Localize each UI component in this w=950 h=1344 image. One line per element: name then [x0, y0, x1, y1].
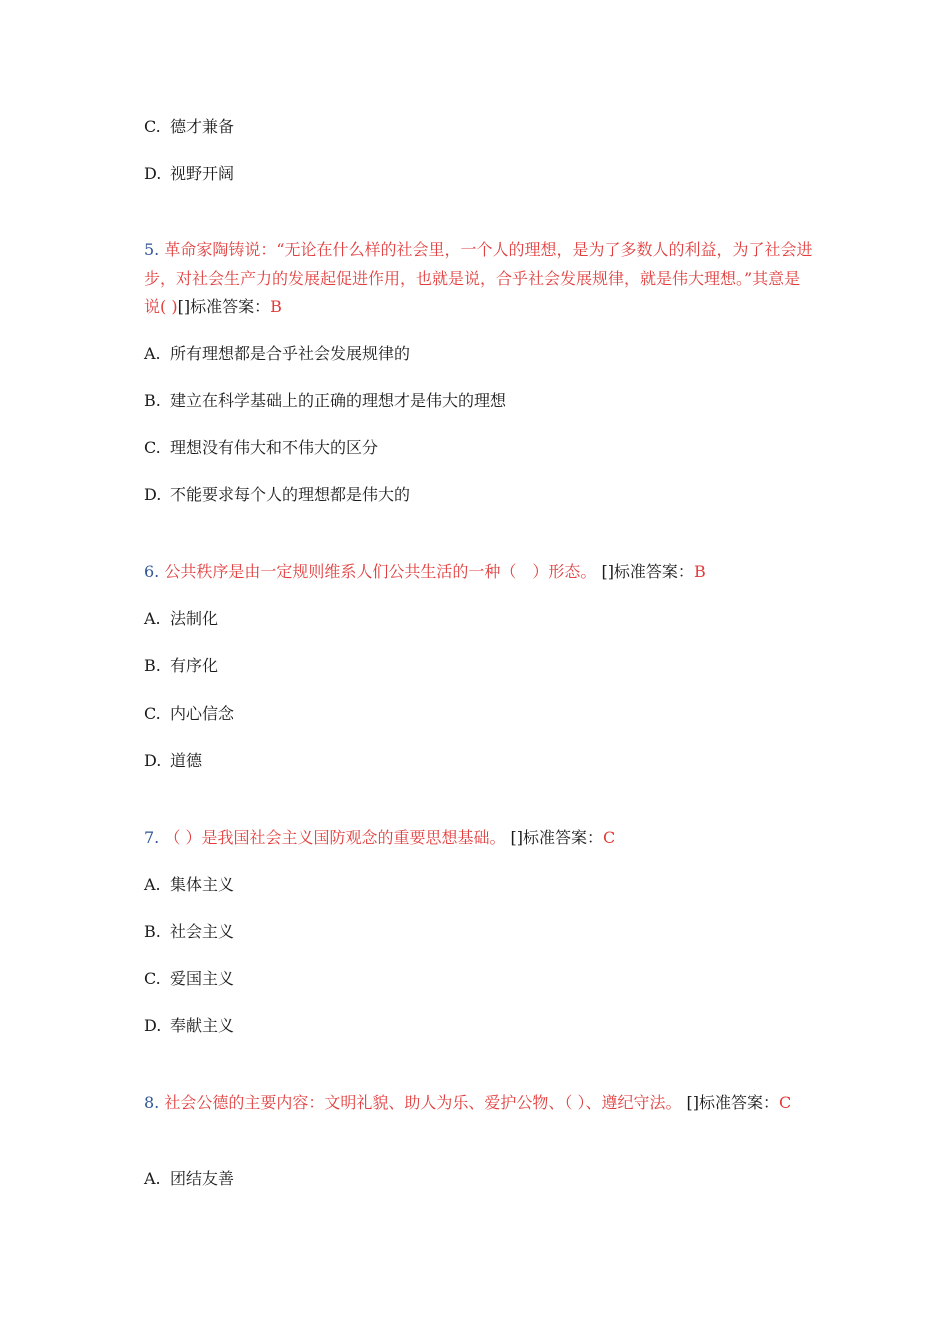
- option-text: 奉献主义: [170, 1016, 235, 1035]
- question-5-option-d: [144, 481, 814, 510]
- option-text: 社会主义: [170, 922, 235, 941]
- question-7-option-c: [144, 965, 814, 994]
- question-7-option-d: [144, 1012, 814, 1041]
- answer-value: B: [693, 562, 706, 581]
- option-text: 集体主义: [170, 875, 235, 894]
- question-5-option-b: [144, 387, 814, 416]
- option-letter: A.: [144, 1169, 161, 1188]
- question-stem: （ ）是我国社会主义国防观念的重要思想基础。: [159, 828, 506, 847]
- option-letter: A.: [144, 344, 161, 363]
- question-stem: 革命家陶铸说：“无论在什么样的社会里，一个人的理想，是为了多数人的利益，为了社会进步，对社会生产力的发展起促进作用，也就是说，合乎社会发展规律，就是伟大理想。”其意是说( ): [144, 240, 813, 316]
- option-text: 所有理想都是合乎社会发展规律的: [170, 344, 411, 363]
- question-7: [144, 824, 814, 853]
- option-text: 有序化: [170, 656, 219, 675]
- option-text: 理想没有伟大和不伟大的区分: [170, 438, 379, 457]
- option-letter: D.: [144, 164, 162, 183]
- question-stem: 社会公德的主要内容：文明礼貌、助人为乐、爱护公物、（ ）、遵纪守法。: [159, 1093, 682, 1112]
- question-number: 6.: [144, 562, 160, 581]
- question-6-option-b: [144, 652, 814, 681]
- option-letter: C.: [144, 969, 161, 988]
- answer-value: B: [270, 297, 282, 316]
- question-5: [144, 236, 814, 322]
- question-7-option-b: [144, 918, 814, 947]
- question-6: [144, 558, 814, 587]
- option-text: 不能要求每个人的理想都是伟大的: [170, 485, 411, 504]
- question-number: 5.: [144, 240, 160, 259]
- option-letter: D.: [144, 485, 162, 504]
- option-text: 德才兼备: [170, 117, 235, 136]
- option-text: 道德: [170, 751, 203, 770]
- question-5-option-a: [144, 340, 814, 369]
- question-8-option-a: [144, 1165, 814, 1194]
- question-6-option-a: [144, 605, 814, 634]
- question-stem: 公共秩序是由一定规则维系人们公共生活的一种（ ）形态。: [159, 562, 597, 581]
- option-letter: D.: [144, 1016, 162, 1035]
- option-letter: A.: [144, 875, 161, 894]
- option-text: 内心信念: [170, 704, 235, 723]
- option-letter: C.: [144, 704, 161, 723]
- answer-label: []标准答案：: [596, 562, 694, 581]
- option-letter: C.: [144, 117, 161, 136]
- option-letter: B.: [144, 656, 161, 675]
- question-number: 7.: [144, 828, 160, 847]
- question-number: 8.: [144, 1093, 160, 1112]
- answer-value: C: [779, 1093, 792, 1112]
- question-6-option-d: [144, 747, 814, 776]
- answer-value: C: [603, 828, 616, 847]
- question-8: [144, 1089, 814, 1118]
- option-text: 团结友善: [170, 1169, 235, 1188]
- question-5-option-c: [144, 434, 814, 463]
- option-d-prev: [144, 160, 814, 189]
- option-text: 法制化: [170, 609, 219, 628]
- option-letter: B.: [144, 922, 161, 941]
- question-6-option-c: [144, 700, 814, 729]
- answer-label: []标准答案：: [177, 297, 271, 316]
- option-letter: D.: [144, 751, 162, 770]
- option-text: 建立在科学基础上的正确的理想才是伟大的理想: [170, 391, 507, 410]
- question-7-option-a: [144, 871, 814, 900]
- answer-label: []标准答案：: [681, 1093, 780, 1112]
- option-letter: B.: [144, 391, 161, 410]
- answer-label: []标准答案：: [505, 828, 604, 847]
- option-text: 爱国主义: [170, 969, 235, 988]
- option-c-prev: [144, 113, 814, 142]
- option-letter: A.: [144, 609, 161, 628]
- option-text: 视野开阔: [170, 164, 235, 183]
- option-letter: C.: [144, 438, 161, 457]
